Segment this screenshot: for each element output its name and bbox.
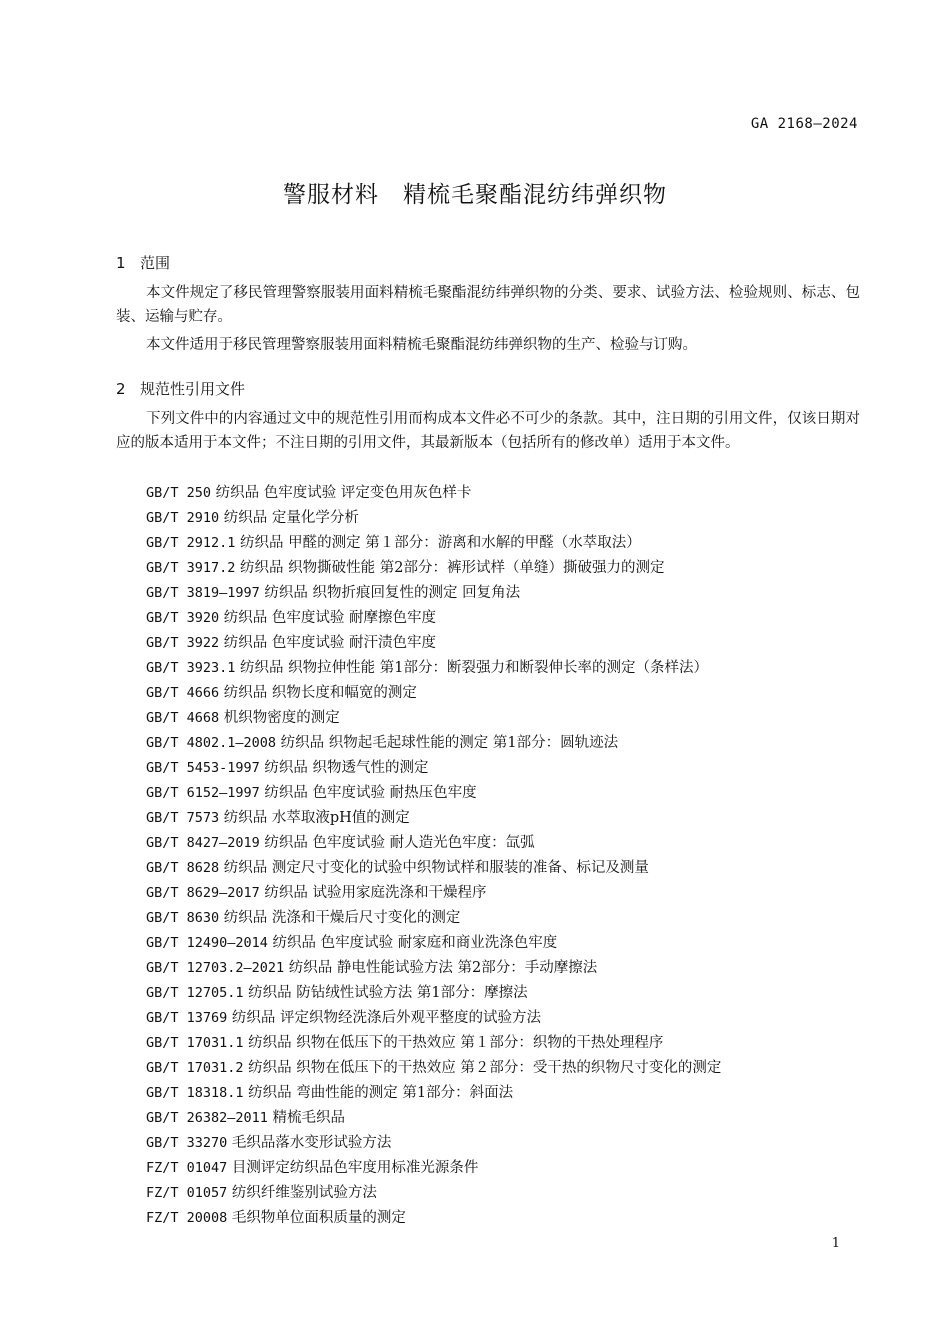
- reference-item: [146, 681, 721, 706]
- reference-title: 纺织品 评定织物经洗涤后外观平整度的试验方法: [231, 1010, 541, 1026]
- references-intro: 下列文件中的内容通过文中的规范性引用而构成本文件必不可少的条款。其中，注日期的引用文件，仅该日期对应的版本适用于本文件；不注日期的引用文件，其最新版本（包括所有的修改单）适用于本文件。: [116, 411, 860, 451]
- reference-item: [146, 956, 721, 981]
- reference-item: [146, 1106, 721, 1131]
- reference-code: GB/T 26382—2011: [146, 1110, 268, 1126]
- reference-code: GB/T 8630: [146, 910, 220, 926]
- scope-paragraph-2: 本文件适用于移民管理警察服装用面料精梳毛聚酯混纺纬弹织物的生产、检验与订购。: [146, 337, 697, 353]
- reference-item: [146, 531, 721, 556]
- reference-list: [146, 481, 721, 1231]
- reference-code: GB/T 8628: [146, 860, 220, 876]
- reference-code: GB/T 250: [146, 485, 212, 501]
- reference-title: 纺织品 织物长度和幅宽的测定: [223, 685, 417, 701]
- reference-code: GB/T 3923.1: [146, 660, 236, 676]
- reference-title: 纺织品 织物在低压下的干热效应 第１部分：织物的干热处理程序: [248, 1035, 664, 1051]
- reference-code: GB/T 3920: [146, 610, 220, 626]
- reference-item: [146, 1181, 721, 1206]
- reference-item: [146, 1206, 721, 1231]
- reference-title: 纺织品 织物起毛起球性能的测定 第1部分：圆轨迹法: [280, 735, 619, 751]
- reference-title: 纺织品 织物撕破性能 第2部分：裤形试样（单缝）撕破强力的测定: [240, 560, 665, 576]
- reference-title: 纺织品 色牢度试验 耐家庭和商业洗涤色牢度: [272, 935, 558, 951]
- reference-title: 机织物密度的测定: [223, 710, 340, 726]
- reference-code: GB/T 13769: [146, 1010, 228, 1026]
- document-code: GA 2168—2024: [750, 116, 858, 132]
- reference-title: 毛织品落水变形试验方法: [231, 1135, 392, 1151]
- reference-code: GB/T 12703.2—2021: [146, 960, 285, 976]
- reference-title: 纺织品 试验用家庭洗涤和干燥程序: [264, 885, 487, 901]
- reference-code: GB/T 17031.1: [146, 1035, 244, 1051]
- reference-code: GB/T 12490—2014: [146, 935, 268, 951]
- reference-code: GB/T 3917.2: [146, 560, 236, 576]
- reference-code: GB/T 2910: [146, 510, 220, 526]
- reference-item: [146, 881, 721, 906]
- reference-title: 纺织品 防钻绒性试验方法 第1部分：摩擦法: [248, 985, 528, 1001]
- reference-code: GB/T 6152—1997: [146, 785, 260, 801]
- reference-title: 纺织纤维鉴别试验方法: [231, 1185, 377, 1201]
- reference-title: 纺织品 静电性能试验方法 第2部分：手动摩擦法: [288, 960, 598, 976]
- reference-item: [146, 1031, 721, 1056]
- reference-code: GB/T 8629—2017: [146, 885, 260, 901]
- reference-title: 纺织品 织物折痕回复性的测定 回复角法: [264, 585, 521, 601]
- reference-code: GB/T 4666: [146, 685, 220, 701]
- reference-item: [146, 556, 721, 581]
- reference-code: GB/T 3922: [146, 635, 220, 651]
- reference-item: [146, 906, 721, 931]
- reference-code: GB/T 7573: [146, 810, 220, 826]
- reference-title: 纺织品 洗涤和干燥后尺寸变化的测定: [223, 910, 461, 926]
- reference-title: 目测评定纺织品色牢度用标准光源条件: [231, 1160, 479, 1176]
- reference-code: FZ/T 01047: [146, 1160, 228, 1176]
- reference-item: [146, 1081, 721, 1106]
- reference-title: 纺织品 织物拉伸性能 第1部分：断裂强力和断裂伸长率的测定（条样法）: [240, 660, 708, 676]
- reference-title: 精梳毛织品: [272, 1110, 346, 1126]
- reference-title: 纺织品 色牢度试验 评定变色用灰色样卡: [215, 485, 472, 501]
- reference-item: [146, 606, 721, 631]
- section-title: 规范性引用文件: [140, 380, 246, 398]
- section-number: 1: [116, 254, 126, 272]
- reference-code: GB/T 8427—2019: [146, 835, 260, 851]
- reference-title: 纺织品 水萃取液pH值的测定: [223, 810, 410, 826]
- reference-title: 纺织品 织物透气性的测定: [264, 760, 429, 776]
- reference-title: 纺织品 色牢度试验 耐热压色牢度: [264, 785, 477, 801]
- reference-code: GB/T 4668: [146, 710, 220, 726]
- section-2-heading: [116, 378, 245, 399]
- reference-code: GB/T 12705.1: [146, 985, 244, 1001]
- reference-title: 纺织品 甲醛的测定 第１部分：游离和水解的甲醛（水萃取法）: [240, 535, 641, 551]
- reference-title: 纺织品 测定尺寸变化的试验中织物试样和服装的准备、标记及测量: [223, 860, 649, 876]
- reference-title: 纺织品 色牢度试验 耐人造光色牢度：氙弧: [264, 835, 535, 851]
- reference-item: [146, 806, 721, 831]
- reference-item: [146, 981, 721, 1006]
- reference-code: GB/T 33270: [146, 1135, 228, 1151]
- reference-code: FZ/T 20008: [146, 1210, 228, 1226]
- reference-title: 毛织物单位面积质量的测定: [231, 1210, 406, 1226]
- reference-item: [146, 731, 721, 756]
- page-number: 1: [831, 1236, 840, 1251]
- reference-code: GB/T 2912.1: [146, 535, 236, 551]
- reference-code: GB/T 5453-1997: [146, 760, 260, 776]
- reference-item: [146, 1156, 721, 1181]
- reference-item: [146, 1131, 721, 1156]
- reference-title: 纺织品 定量化学分析: [223, 510, 359, 526]
- reference-title: 纺织品 色牢度试验 耐摩擦色牢度: [223, 610, 436, 626]
- reference-item: [146, 506, 721, 531]
- reference-title: 纺织品 织物在低压下的干热效应 第２部分：受干热的织物尺寸变化的测定: [248, 1060, 722, 1076]
- section-number: 2: [116, 380, 126, 398]
- reference-code: GB/T 4802.1—2008: [146, 735, 277, 751]
- reference-title: 纺织品 色牢度试验 耐汗渍色牢度: [223, 635, 436, 651]
- reference-code: GB/T 3819—1997: [146, 585, 260, 601]
- reference-item: [146, 1056, 721, 1081]
- section-title: 范围: [140, 254, 171, 272]
- reference-title: 纺织品 弯曲性能的测定 第1部分：斜面法: [248, 1085, 514, 1101]
- reference-code: FZ/T 01057: [146, 1185, 228, 1201]
- reference-code: GB/T 18318.1: [146, 1085, 244, 1101]
- reference-item: [146, 481, 721, 506]
- document-title: 警服材料 精梳毛聚酯混纺纬弹织物: [283, 182, 667, 208]
- reference-item: [146, 856, 721, 881]
- reference-item: [146, 1006, 721, 1031]
- scope-paragraph-1: 本文件规定了移民管理警察服装用面料精梳毛聚酯混纺纬弹织物的分类、要求、试验方法、检验规则、标志、包装、运输与贮存。: [116, 285, 860, 325]
- reference-item: [146, 831, 721, 856]
- reference-code: GB/T 17031.2: [146, 1060, 244, 1076]
- reference-item: [146, 756, 721, 781]
- reference-item: [146, 631, 721, 656]
- reference-item: [146, 781, 721, 806]
- reference-item: [146, 706, 721, 731]
- reference-item: [146, 931, 721, 956]
- reference-item: [146, 581, 721, 606]
- section-1-heading: [116, 252, 170, 273]
- reference-item: [146, 656, 721, 681]
